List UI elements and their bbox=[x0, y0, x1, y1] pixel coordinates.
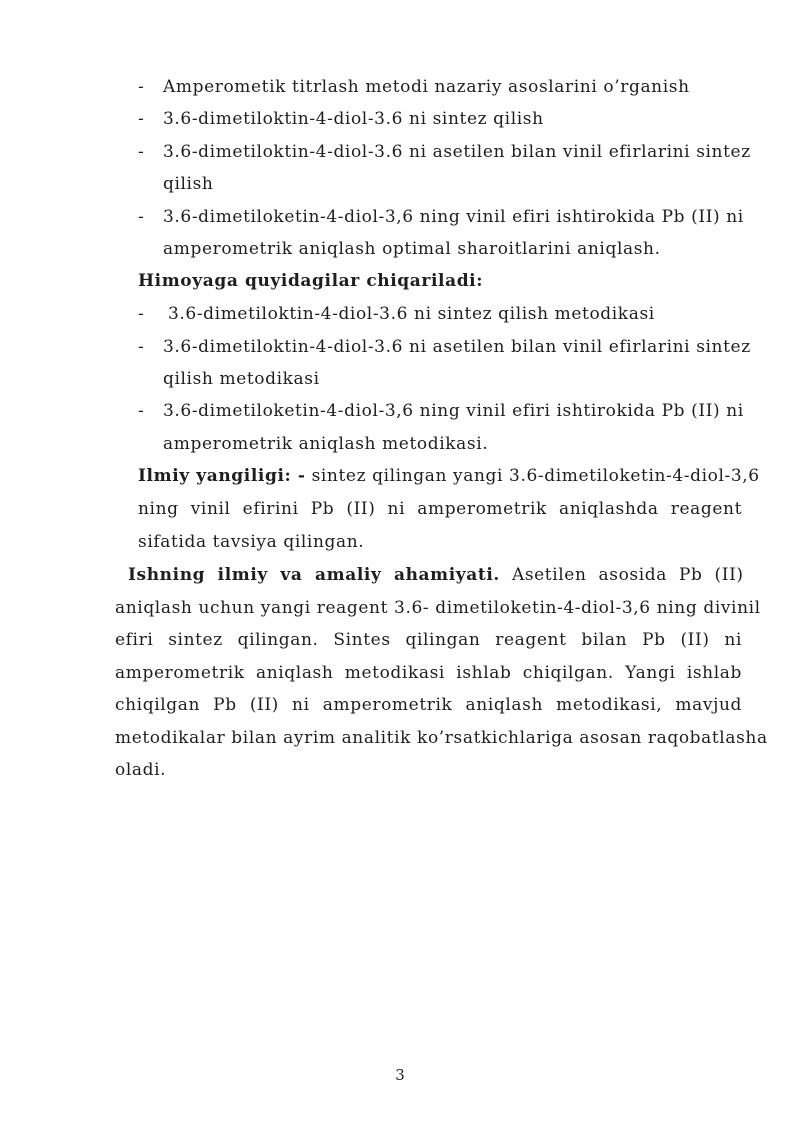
defense-item-1: 3.6-dimetiloktin-4-diol-3.6 ni sintez qilish metodikasi bbox=[168, 304, 655, 324]
novelty-line-1 bbox=[138, 465, 760, 487]
bullet-dash: - bbox=[138, 401, 144, 421]
task-item-1: Amperometik titrlash metodi nazariy asoslarini o’rganish bbox=[163, 77, 690, 97]
significance-line-7: oladi. bbox=[115, 760, 167, 780]
significance-line-1 bbox=[128, 564, 742, 586]
significance-text-1: Asetilen asosida Pb (II) bbox=[499, 565, 744, 585]
bullet-dash: - bbox=[138, 142, 144, 162]
task-item-2: 3.6-dimetiloktin-4-diol-3.6 ni sintez qilish bbox=[163, 109, 544, 129]
significance-line-5: chiqilgan Pb (II) ni amperometrik aniqlash metodikasi, mavjud bbox=[115, 695, 742, 715]
significance-line-6: metodikalar bilan ayrim analitik ko’rsatkichlariga asosan raqobatlasha bbox=[115, 728, 768, 748]
defense-item-2-line-2: qilish metodikasi bbox=[163, 369, 320, 389]
bullet-dash: - bbox=[138, 207, 144, 227]
bullet-dash: - bbox=[138, 77, 144, 97]
novelty-line-3: sifatida tavsiya qilingan. bbox=[138, 532, 365, 552]
novelty-text-1: sintez qilingan yangi 3.6-dimetiloketin-4-diol-3,6 bbox=[305, 466, 760, 486]
novelty-line-2: ning vinil efirini Pb (II) ni amperometrik aniqlashda reagent bbox=[138, 499, 742, 519]
significance-label: Ishning ilmiy va amaliy ahamiyati. bbox=[128, 565, 500, 585]
significance-line-4: amperometrik aniqlash metodikasi ishlab chiqilgan. Yangi ishlab bbox=[115, 663, 742, 683]
page-number: 3 bbox=[395, 1066, 405, 1084]
task-item-3-line-1: 3.6-dimetiloktin-4-diol-3.6 ni asetilen bilan vinil efirlarini sintez bbox=[163, 142, 751, 162]
bullet-dash: - bbox=[138, 337, 144, 357]
task-item-4-line-2: amperometrik aniqlash optimal sharoitlarini aniqlash. bbox=[163, 239, 661, 259]
defense-heading: Himoyaga quyidagilar chiqariladi: bbox=[138, 271, 484, 291]
novelty-label: Ilmiy yangiligi: - bbox=[138, 466, 306, 486]
significance-line-3: efiri sintez qilingan. Sintes qilingan reagent bilan Pb (II) ni bbox=[115, 630, 742, 650]
defense-item-3-line-2: amperometrik aniqlash metodikasi. bbox=[163, 434, 489, 454]
bullet-dash: - bbox=[138, 304, 144, 324]
defense-item-2-line-1: 3.6-dimetiloktin-4-diol-3.6 ni asetilen bilan vinil efirlarini sintez bbox=[163, 337, 751, 357]
significance-line-2: aniqlash uchun yangi reagent 3.6- dimetiloketin-4-diol-3,6 ning divinil bbox=[115, 598, 761, 618]
defense-item-3-line-1: 3.6-dimetiloketin-4-diol-3,6 ning vinil efiri ishtirokida Pb (II) ni bbox=[163, 401, 744, 421]
task-item-3-line-2: qilish bbox=[163, 174, 214, 194]
task-item-4-line-1: 3.6-dimetiloketin-4-diol-3,6 ning vinil efiri ishtirokida Pb (II) ni bbox=[163, 207, 744, 227]
bullet-dash: - bbox=[138, 109, 144, 129]
